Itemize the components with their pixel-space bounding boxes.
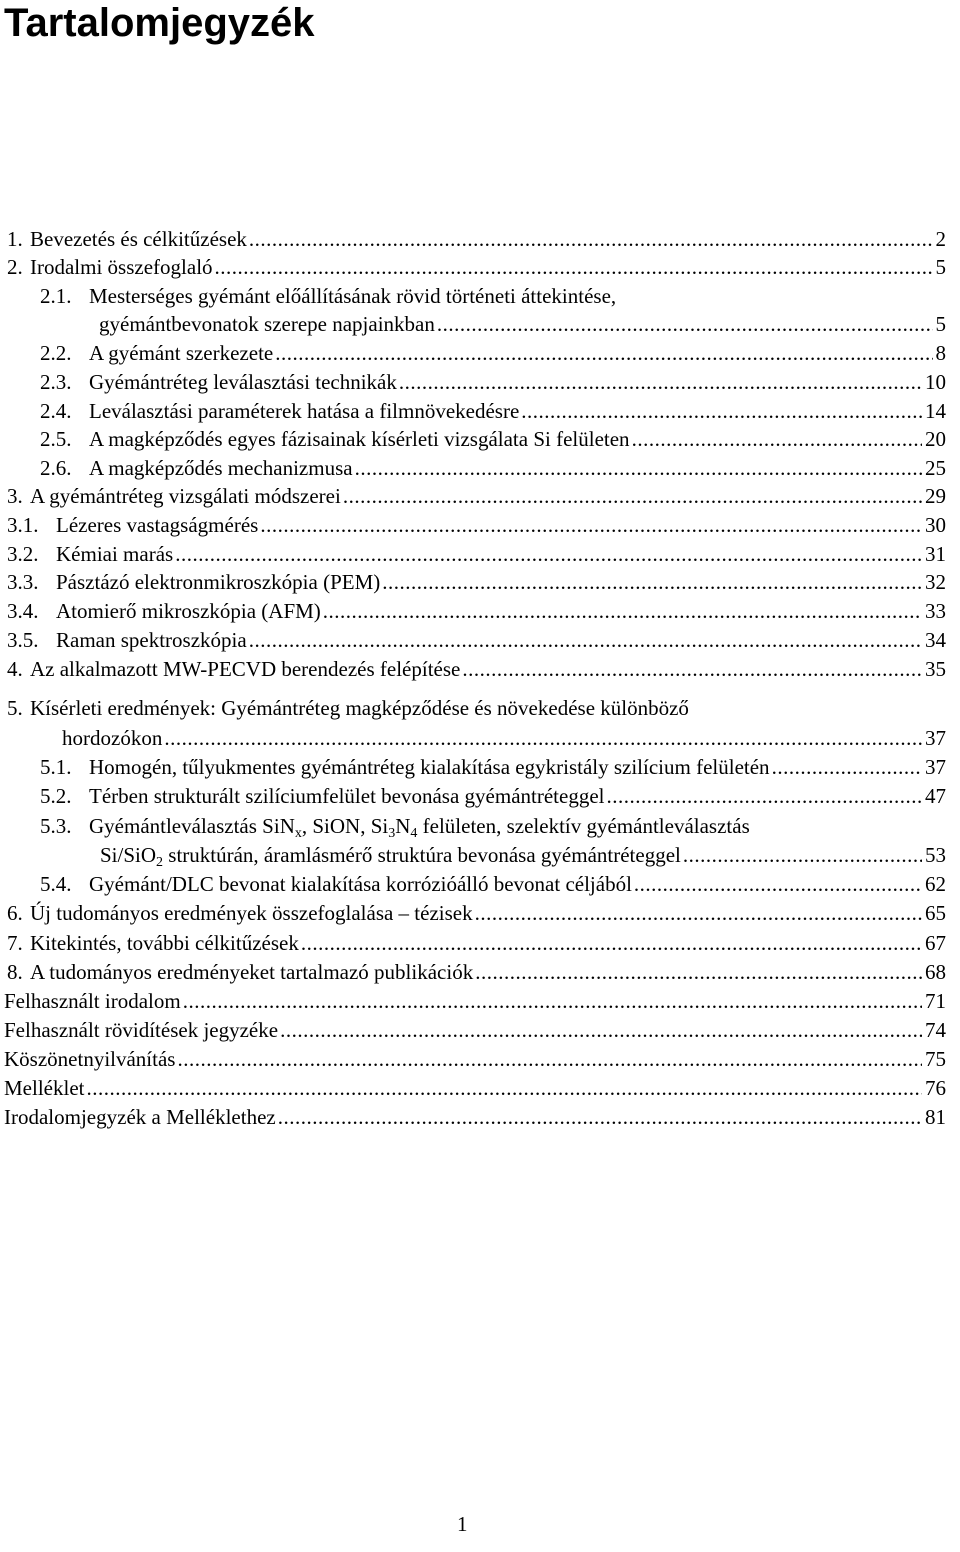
toc-entry[interactable] <box>0 454 960 483</box>
page-title: Tartalomjegyzék <box>4 1 315 45</box>
toc-label: Irodalmi összefoglaló <box>30 255 213 279</box>
toc-label: Pásztázó elektronmikroszkópia (PEM) <box>56 570 381 594</box>
dot-leader <box>343 482 922 511</box>
toc-label: Si/SiO$_2$ struktúrán, áramlásmérő struktúra bevonása gyémántréteggel <box>100 843 681 870</box>
toc-number: 2.1. <box>40 284 72 308</box>
dot-leader <box>164 724 922 753</box>
toc-page: 30 <box>925 513 946 537</box>
dot-leader <box>399 368 922 397</box>
toc-label: A magképződés egyes fázisainak kísérleti vizsgálata Si felületen <box>89 427 630 451</box>
toc-number: 6. <box>7 901 23 925</box>
toc-entry[interactable] <box>0 1103 960 1132</box>
toc-label: Felhasznált rövidítések jegyzéke <box>4 1018 279 1042</box>
toc-page: 33 <box>925 599 946 623</box>
toc-label: Gyémántréteg leválasztási technikák <box>89 370 397 394</box>
toc-number: 4. <box>7 657 23 681</box>
toc-page: 25 <box>925 456 946 480</box>
toc-page: 71 <box>925 989 946 1013</box>
toc-entry[interactable] <box>0 482 960 511</box>
toc-page: 2 <box>935 227 946 251</box>
toc-page: 5 <box>935 255 946 279</box>
toc-entry[interactable] <box>0 282 960 311</box>
toc-number: 2.5. <box>40 427 72 451</box>
toc-label: hordozókon <box>62 726 163 750</box>
toc-label: Homogén, tűlyukmentes gyémántréteg kialakítása egykristály szilícium felületén <box>89 755 770 779</box>
toc-label-line1: Gyémántleválasztás SiN$_x$, SiON, $Si_3N_4$ felületen, szelektív gyémántleválasztás <box>89 814 750 841</box>
toc-number: 7. <box>7 931 23 955</box>
toc-entry[interactable] <box>0 753 960 782</box>
toc-number: 3.1. <box>7 513 39 537</box>
toc-label: A tudományos eredményeket tartalmazó publikációk <box>30 960 474 984</box>
toc-entry[interactable] <box>0 987 960 1016</box>
toc-number: 2.2. <box>40 341 72 365</box>
toc-entry[interactable] <box>0 511 960 540</box>
toc-label: Kémiai marás <box>56 542 174 566</box>
toc-entry[interactable] <box>0 626 960 655</box>
toc-label: Irodalomjegyzék a Melléklethez <box>4 1105 276 1129</box>
toc-label: Az alkalmazott MW-PECVD berendezés felépítése <box>30 657 461 681</box>
toc-page: 75 <box>925 1047 946 1071</box>
toc-label: Leválasztási paraméterek hatása a filmnövekedésre <box>89 399 520 423</box>
dot-leader <box>301 929 922 958</box>
dot-leader <box>275 339 932 368</box>
toc-page: 74 <box>925 1018 946 1042</box>
toc-label: Raman spektroszkópia <box>56 628 247 652</box>
toc-label: Új tudományos eredmények összefoglalása – tézisek <box>30 901 473 925</box>
toc-number: 2.3. <box>40 370 72 394</box>
toc-label: Felhasznált irodalom <box>4 989 181 1013</box>
toc-entry[interactable] <box>0 694 960 723</box>
toc-entry[interactable] <box>0 540 960 569</box>
dot-leader <box>249 626 922 655</box>
dot-leader <box>475 899 922 928</box>
dot-leader <box>683 841 922 870</box>
toc-number: 3.5. <box>7 628 39 652</box>
toc-entry[interactable] <box>0 368 960 397</box>
page-number: 1 <box>457 1512 468 1536</box>
toc-entry-continuation[interactable] <box>0 310 960 339</box>
toc-page: 35 <box>925 657 946 681</box>
dot-leader <box>606 782 922 811</box>
toc-entry[interactable] <box>0 958 960 987</box>
toc-page: 20 <box>925 427 946 451</box>
toc-number: 5.2. <box>40 784 72 808</box>
dot-leader <box>177 1045 922 1074</box>
toc-page: 37 <box>925 755 946 779</box>
dot-leader <box>215 253 933 282</box>
toc-entry[interactable] <box>0 655 960 684</box>
dot-leader <box>772 753 922 782</box>
toc-entry[interactable] <box>0 253 960 282</box>
toc-page: 31 <box>925 542 946 566</box>
toc-entry[interactable] <box>0 597 960 626</box>
toc-entry[interactable] <box>0 929 960 958</box>
toc-number: 5.3. <box>40 814 72 838</box>
toc-entry[interactable] <box>0 397 960 426</box>
toc-page: 5 <box>935 312 946 336</box>
toc-label: Kitekintés, további célkitűzések <box>30 931 299 955</box>
dot-leader <box>280 1016 922 1045</box>
dot-leader <box>86 1074 922 1103</box>
dot-leader <box>475 958 922 987</box>
toc-page: 53 <box>925 843 946 867</box>
dot-leader <box>278 1103 922 1132</box>
toc-entry[interactable] <box>0 1016 960 1045</box>
toc-page: 67 <box>925 931 946 955</box>
dot-leader <box>183 987 922 1016</box>
toc-number: 5.1. <box>40 755 72 779</box>
toc-number: 2.6. <box>40 456 72 480</box>
toc-number: 2.4. <box>40 399 72 423</box>
toc-page: 65 <box>925 901 946 925</box>
dot-leader <box>175 540 922 569</box>
toc-label: Atomierő mikroszkópia (AFM) <box>56 599 321 623</box>
toc-page: 8 <box>935 341 946 365</box>
dot-leader <box>382 568 922 597</box>
dot-leader <box>632 425 922 454</box>
toc-label: Lézeres vastagságmérés <box>56 513 259 537</box>
toc-entry[interactable] <box>0 899 960 928</box>
toc-entry[interactable] <box>0 782 960 811</box>
toc-page: 62 <box>925 872 946 896</box>
toc-label-line1: Mesterséges gyémánt előállításának rövid történeti áttekintése, <box>89 284 617 308</box>
toc-label: Bevezetés és célkitűzések <box>30 227 247 251</box>
toc-entry[interactable] <box>0 1045 960 1074</box>
toc-label: Köszönetnyilvánítás <box>4 1047 176 1071</box>
toc-entry[interactable] <box>0 339 960 368</box>
toc-entry[interactable] <box>0 1074 960 1103</box>
toc-entry[interactable] <box>0 812 960 841</box>
toc-number: 8. <box>7 960 23 984</box>
toc-label: Gyémánt/DLC bevonat kialakítása korrózióálló bevonat céljából <box>89 872 632 896</box>
toc-number: 5.4. <box>40 872 72 896</box>
toc-label: gyémántbevonatok szerepe napjainkban <box>99 312 435 336</box>
toc-entry[interactable] <box>0 225 960 254</box>
toc-page: 14 <box>925 399 946 423</box>
dot-leader <box>249 225 933 254</box>
toc-entry-continuation[interactable] <box>0 724 960 753</box>
toc-number: 1. <box>7 227 23 251</box>
toc-page: 34 <box>925 628 946 652</box>
toc-entry[interactable] <box>0 568 960 597</box>
toc-page: 81 <box>925 1105 946 1129</box>
dot-leader <box>260 511 922 540</box>
toc-label: A magképződés mechanizmusa <box>89 456 353 480</box>
dot-leader <box>462 655 922 684</box>
dot-leader <box>634 870 922 899</box>
dot-leader <box>323 597 922 626</box>
toc-page: 76 <box>925 1076 946 1100</box>
toc-label-line1: Kísérleti eredmények: Gyémántréteg magképződése és növekedése különböző <box>30 696 689 720</box>
toc-page: 29 <box>925 484 946 508</box>
dot-leader <box>355 454 922 483</box>
dot-leader <box>521 397 922 426</box>
toc-page: 32 <box>925 570 946 594</box>
toc-page: 10 <box>925 370 946 394</box>
toc-page: 47 <box>925 784 946 808</box>
toc-number: 3. <box>7 484 23 508</box>
toc-entry[interactable] <box>0 425 960 454</box>
toc-label: A gyémántréteg vizsgálati módszerei <box>30 484 341 508</box>
toc-number: 3.4. <box>7 599 39 623</box>
toc-page: 37 <box>925 726 946 750</box>
toc-number: 3.3. <box>7 570 39 594</box>
toc-number: 5. <box>7 696 23 720</box>
toc-label: A gyémánt szerkezete <box>89 341 274 365</box>
toc-page: 68 <box>925 960 946 984</box>
toc-label: Térben strukturált szilíciumfelület bevonása gyémántréteggel <box>89 784 605 808</box>
toc-entry-continuation[interactable] <box>0 841 960 870</box>
toc-entry[interactable] <box>0 870 960 899</box>
toc-number: 3.2. <box>7 542 39 566</box>
dot-leader <box>437 310 933 339</box>
toc-number: 2. <box>7 255 23 279</box>
toc-label: Melléklet <box>4 1076 85 1100</box>
